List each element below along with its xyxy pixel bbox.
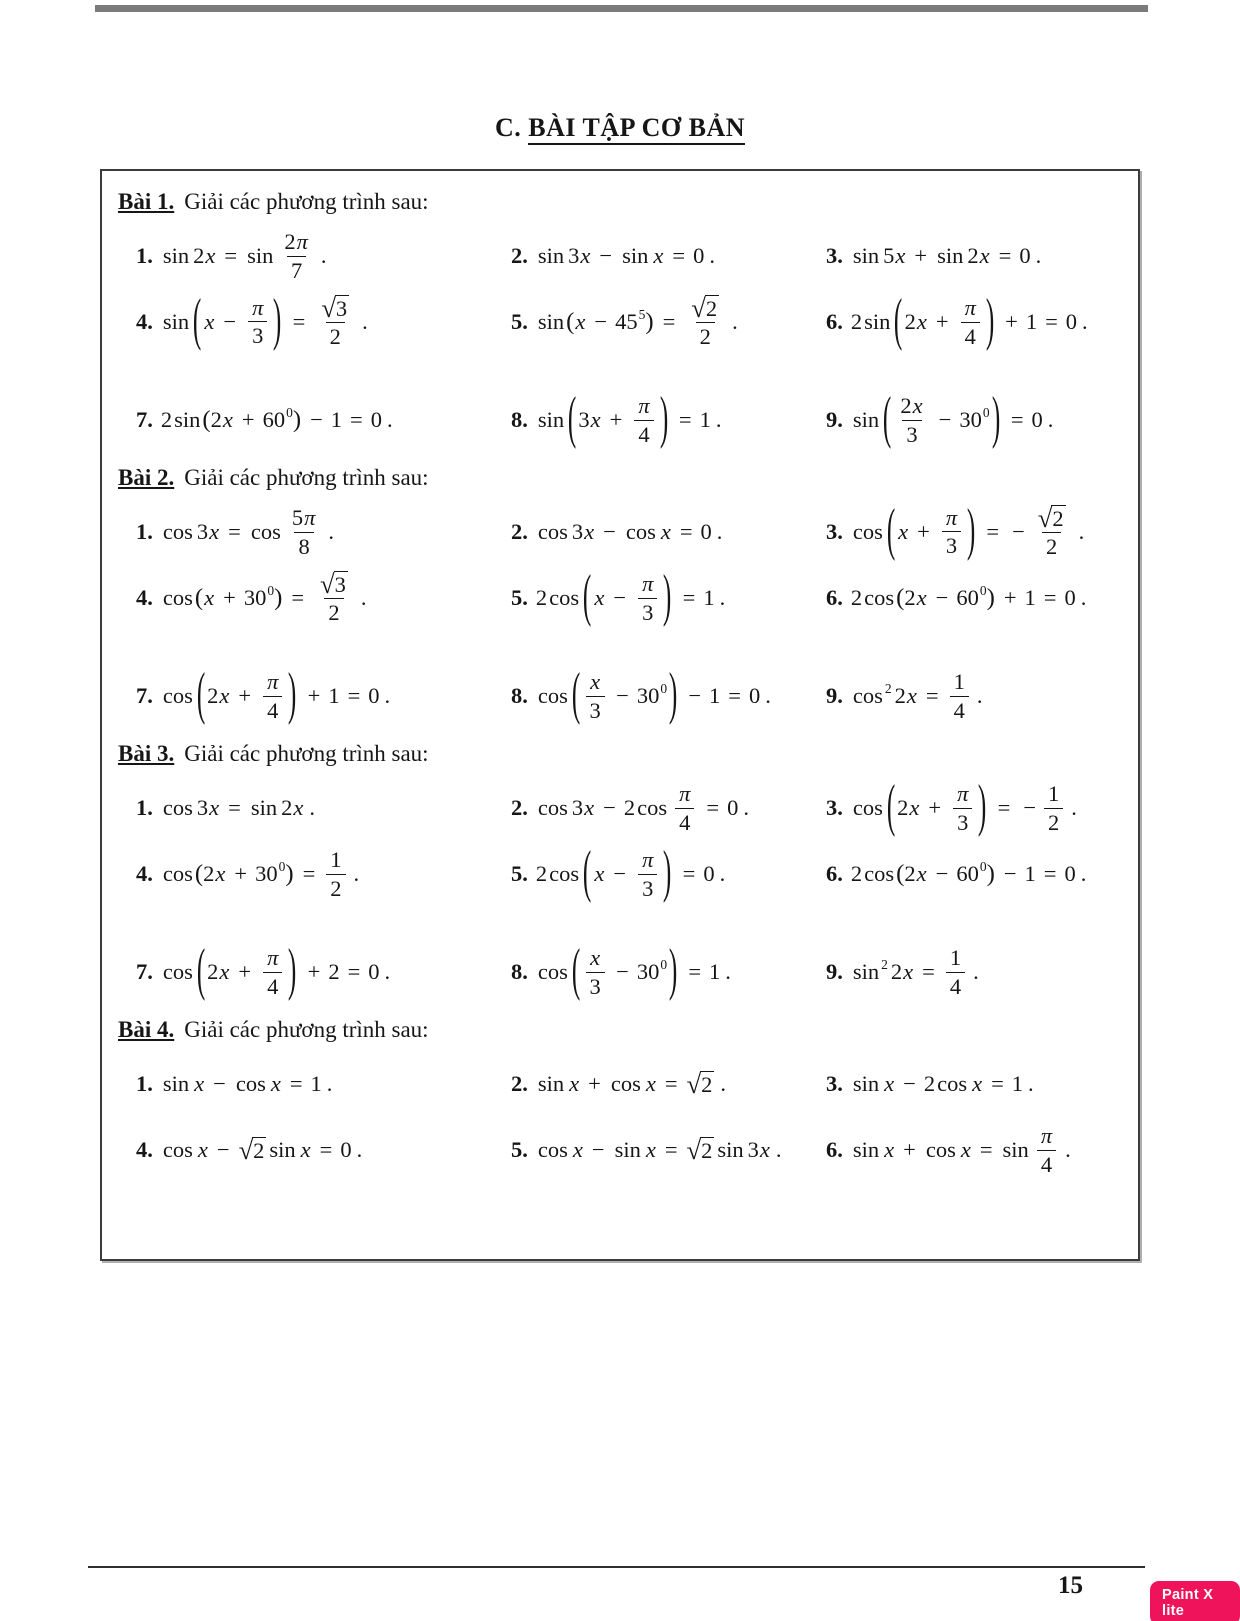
problem-item [136,1117,511,1183]
problem-number: 1. [136,519,153,544]
problem-equation: cos ( x + $\frac{\pi}{3}$ ) = − √ 2 2 . [852,499,1085,563]
problem-item [136,1051,511,1117]
problem-item [826,289,1136,355]
exercises-box [100,169,1140,1261]
problem-number: 5. [511,309,528,334]
problem-equation: 2 cos ( x − $\frac{\pi}{3}$ ) = 1 . [535,565,726,629]
problem-equation: cos ( 2 x + 3 0 0 ) = $\frac{1}{2}$ . [162,847,360,901]
problem-item [511,1051,826,1117]
problem-equation: sin x − 2 cos x = 1 . [852,1071,1034,1096]
problem-item [826,939,1136,1005]
problem-item [511,775,826,841]
section-heading [118,189,1122,215]
problem-number: 6. [826,861,843,886]
problem-item [826,387,1136,453]
problem-item [826,223,1136,289]
problem-number: 9. [826,959,843,984]
problem-number: 2. [511,243,528,268]
problem-number: 8. [511,407,528,432]
problem-equation: 2 cos ( 2 x − 6 0 0 ) + 1 = 0 . [850,582,1087,611]
problem-item [511,565,826,631]
problem-item [826,1051,1136,1117]
problem-item [136,565,511,631]
problem-equation: 2 cos ( 2 x − 6 0 0 ) − 1 = 0 . [850,858,1087,887]
problem-equation: sin ( x − $\frac{\pi}{3}$ ) = √ 3 2 . [162,289,368,353]
problem-number: 1. [136,1071,153,1096]
problem-equation: sin x + cos x = √ 2 . [537,1068,726,1099]
problem-grid [118,223,1122,453]
problem-item [511,841,826,907]
exercise-section [118,465,1122,729]
problem-number: 4. [136,585,153,610]
problem-item [136,663,511,729]
sections [118,189,1122,1183]
section-prompt: Giải các phương trình sau: [184,741,429,766]
problem-equation: cos ( 2 x + $\frac{\pi}{4}$ ) + 2 = 0 . [162,939,391,1003]
problem-number: 8. [511,959,528,984]
problem-item [136,499,511,565]
section-label: Bài 1. [118,189,175,214]
problem-equation: cos x − sin x = √ 2 sin 3 x . [537,1134,782,1165]
problem-equation: sin 3 x − sin x = 0 . [537,243,715,268]
problem-item [136,289,511,355]
problem-number: 8. [511,683,528,708]
problem-equation: 2 sin ( 2 x + $\frac{\pi}{4}$ ) + 1 = 0 . [850,289,1088,353]
section-prompt: Giải các phương trình sau: [184,189,429,214]
section-heading [118,741,1122,767]
problem-number: 7. [136,683,153,708]
problem-item [136,841,511,907]
problem-number: 9. [826,683,843,708]
problem-item [826,775,1136,841]
section-label: Bài 4. [118,1017,175,1042]
page-title-prefix: C. [494,113,522,142]
footer-rule [88,1566,1145,1568]
problem-equation: sin ( x − 4 5 5 ) = √ 2 2 . [537,292,738,350]
problem-equation: sin 2 x = sin 2 π 7 . [162,229,327,283]
exercise-section [118,741,1122,1005]
problem-item [511,387,826,453]
problem-equation: sin x − cos x = 1 . [162,1071,333,1096]
problem-grid [118,499,1122,729]
problem-item [511,1117,826,1183]
problem-number: 9. [826,407,843,432]
problem-equation: cos ( 2 x + $\frac{\pi}{4}$ ) + 1 = 0 . [162,663,391,727]
problem-number: 4. [136,309,153,334]
problem-item [511,499,826,565]
section-prompt: Giải các phương trình sau: [184,465,429,490]
problem-number: 1. [136,795,153,820]
problem-equation: cos x − √ 2 sin x = 0 . [162,1134,363,1165]
problem-equation: sin ( 3 x + $\frac{\pi}{4}$ ) = 1 . [537,387,722,451]
problem-equation: cos ( $\frac{x}{3}$ − 3 0 0 ) = 1 . [537,939,731,1003]
problem-item [136,939,511,1005]
problem-item [826,663,1136,729]
problem-item [511,289,826,355]
problem-equation: sin 5 x + sin 2 x = 0 . [852,243,1042,268]
problem-number: 2. [511,519,528,544]
exercise-section [118,1017,1122,1183]
problem-number: 7. [136,407,153,432]
problem-number: 5. [511,585,528,610]
problem-equation: sin x + cos x = sin $\frac{\pi}{4}$ . [852,1123,1071,1177]
section-label: Bài 3. [118,741,175,766]
problem-number: 4. [136,1137,153,1162]
problem-item [136,775,511,841]
problem-equation: cos 3 x = cos 5 π 8 . [162,505,334,559]
section-label: Bài 2. [118,465,175,490]
problem-number: 3. [826,519,843,544]
problem-item [826,1117,1136,1183]
problem-item [511,663,826,729]
problem-equation: cos ( 2 x + $\frac{\pi}{3}$ ) = − $\frac{1}{2}$ . [852,775,1077,839]
problem-number: 6. [826,309,843,334]
page-number: 15 [1058,1572,1083,1599]
problem-item [826,499,1136,565]
problem-equation: 2 sin ( 2 x + 6 0 0 ) − 1 = 0 . [160,404,393,433]
watermark-badge: Paint X lite [1150,1581,1240,1621]
problem-item [136,387,511,453]
problem-item [826,841,1136,907]
problem-number: 2. [511,795,528,820]
problem-number: 5. [511,1137,528,1162]
problem-number: 1. [136,243,153,268]
problem-number: 2. [511,1071,528,1096]
top-rule [95,5,1148,12]
section-heading [118,1017,1122,1043]
problem-item [826,565,1136,631]
problem-number: 5. [511,861,528,886]
problem-grid [118,775,1122,1005]
problem-equation: cos 2 2 x = $\frac{1}{4}$ . [852,669,983,723]
problem-number: 6. [826,585,843,610]
problem-number: 4. [136,861,153,886]
problem-number: 6. [826,1137,843,1162]
problem-grid [118,1051,1122,1183]
section-heading [118,465,1122,491]
page-title-text: BÀI TẬP CƠ BẢN [528,113,745,145]
problem-equation: cos ( $\frac{x}{3}$ − 3 0 0 ) − 1 = 0 . [537,663,771,727]
problem-number: 3. [826,1071,843,1096]
problem-number: 3. [826,795,843,820]
problem-equation: cos 3 x = sin 2 x . [162,795,315,820]
problem-item [136,223,511,289]
problem-equation: cos 3 x − cos x = 0 . [537,519,723,544]
problem-equation: cos ( x + 3 0 0 ) = √ 3 2 . [162,568,367,626]
page-title [0,0,1240,143]
problem-item [511,223,826,289]
problem-number: 3. [826,243,843,268]
problem-equation: sin 2 2 x = $\frac{1}{4}$ . [852,945,979,999]
problem-equation: 2 cos ( x − $\frac{\pi}{3}$ ) = 0 . [535,841,726,905]
problem-equation: cos 3 x − 2 cos $\frac{\pi}{4}$ = 0 . [537,781,749,835]
problem-number: 7. [136,959,153,984]
section-prompt: Giải các phương trình sau: [184,1017,429,1042]
problem-item [511,939,826,1005]
exercise-section [118,189,1122,453]
problem-equation: sin ( 2 x 3 − 3 0 0 ) = 0 . [852,387,1054,451]
